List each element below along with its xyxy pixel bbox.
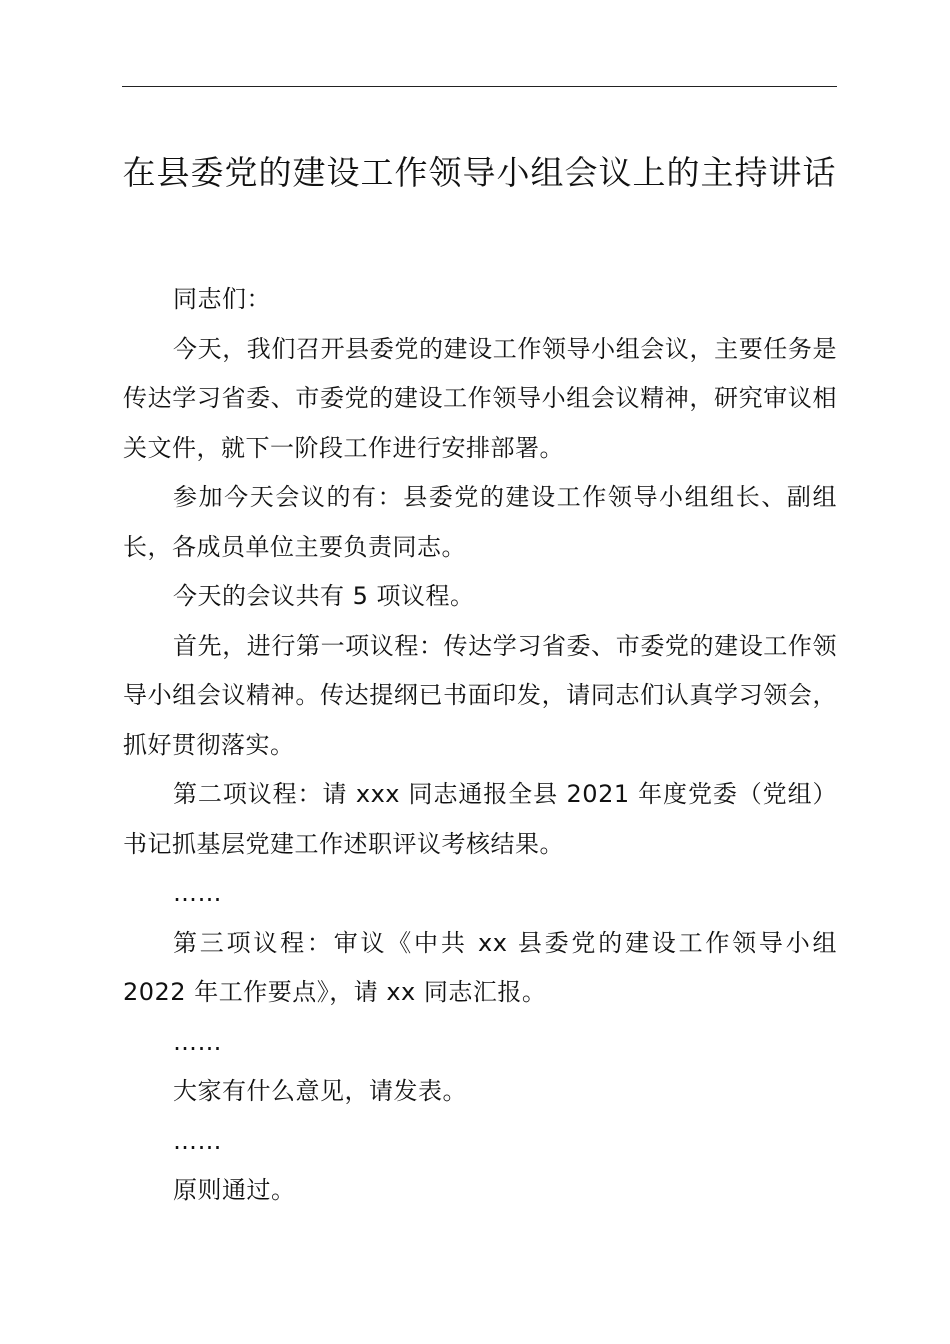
- paragraph-agenda-item-3: 第三项议程：审议《中共 xx 县委党的建设工作领导小组 2022 年工作要点》，请 xx 同志汇报。: [123, 928, 837, 1006]
- paragraph-agenda-count: 今天的会议共有 5 项议程。: [173, 582, 475, 610]
- paragraph-ellipsis: ……: [173, 1126, 222, 1155]
- paragraph-call-for-comments: 大家有什么意见，请发表。: [173, 1077, 467, 1105]
- paragraph-approval: 原则通过。: [173, 1176, 296, 1204]
- document-body: [123, 275, 837, 1216]
- paragraph-agenda-item-1: 首先，进行第一项议程：传达学习省委、市委党的建设工作领导小组会议精神。传达提纲已书面印发，请同志们认真学习领会，抓好贯彻落实。: [123, 631, 837, 759]
- header-rule: [122, 86, 837, 87]
- paragraph-salutation: 同志们：: [173, 285, 271, 313]
- paragraph-ellipsis: ……: [173, 1027, 222, 1056]
- paragraph-opening: 今天，我们召开县委党的建设工作领导小组会议，主要任务是传达学习省委、市委党的建设工作领导小组会议精神，研究审议相关文件，就下一阶段工作进行安排部署。: [123, 334, 837, 462]
- paragraph-attendees: 参加今天会议的有：县委党的建设工作领导小组组长、副组长，各成员单位主要负责同志。: [123, 483, 837, 561]
- paragraph-agenda-item-2: 第二项议程：请 xxx 同志通报全县 2021 年度党委（党组）书记抓基层党建工作述职评议考核结果。: [123, 780, 837, 858]
- paragraph-ellipsis: ……: [173, 879, 222, 907]
- document-title: 在县委党的建设工作领导小组会议上的主持讲话: [122, 153, 837, 192]
